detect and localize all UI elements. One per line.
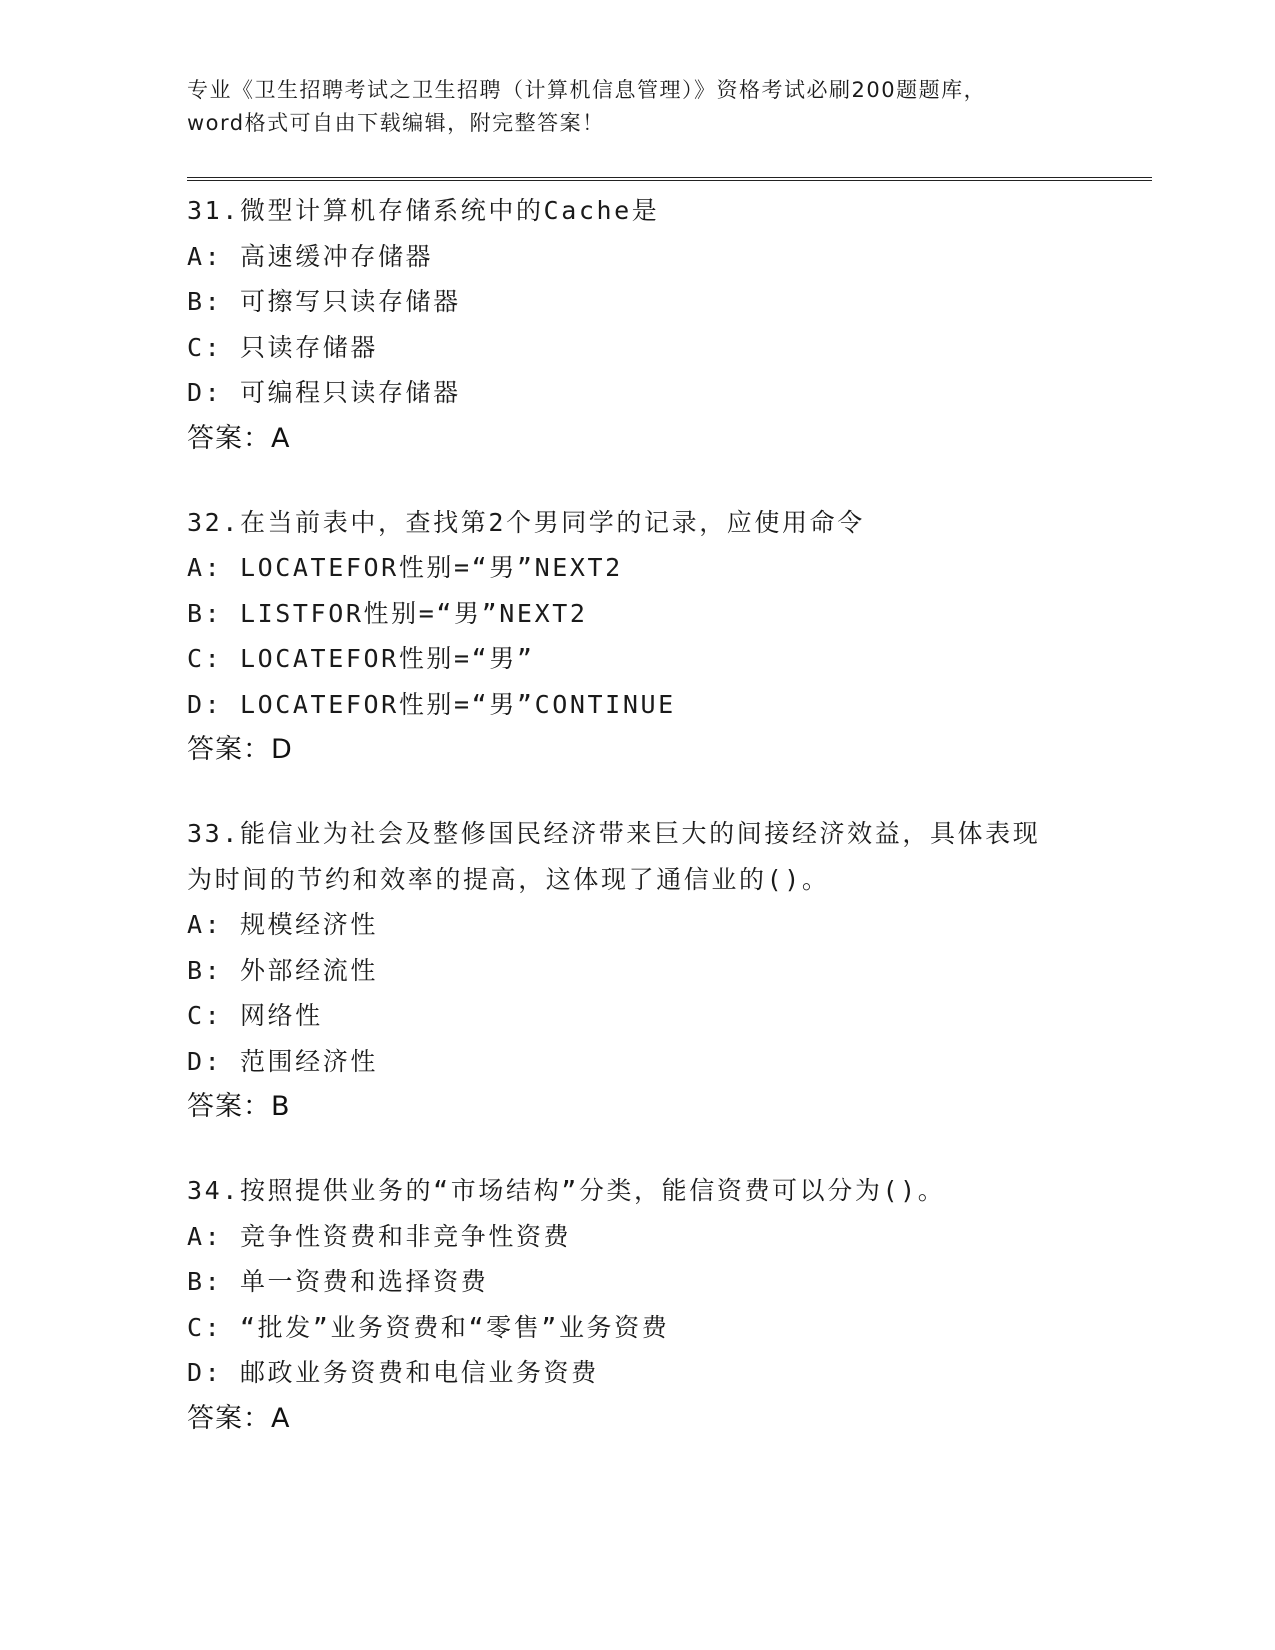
question-31 xyxy=(187,188,1087,462)
option-d: D: 邮政业务资费和电信业务资费 xyxy=(187,1358,599,1387)
option-b: B: 外部经流性 xyxy=(187,955,378,985)
answer: 答案：D xyxy=(187,734,293,765)
answer: 答案：A xyxy=(187,422,291,454)
question-stem: 34.按照提供业务的“市场结构”分类，能信资费可以分为()。 xyxy=(187,1176,946,1205)
option-b: B: LISTFOR性别=“男”NEXT2 xyxy=(187,598,588,628)
header-line-1: 专业《卫生招聘考试之卫生招聘（计算机信息管理）》资格考试必刷200题题库， xyxy=(187,78,987,102)
question-stem-line-2: 为时间的节约和效率的提高，这体现了通信业的()。 xyxy=(187,864,830,894)
question-33 xyxy=(187,811,1087,1130)
option-c: C: 只读存储器 xyxy=(187,332,378,362)
option-d: D: 范围经济性 xyxy=(187,1046,378,1076)
question-34 xyxy=(187,1168,1087,1442)
question-list xyxy=(187,188,1087,1480)
option-a: A: 竞争性资费和非竞争性资费 xyxy=(187,1221,572,1251)
option-b: B: 单一资费和选择资费 xyxy=(187,1267,489,1296)
option-d: D: LOCATEFOR性别=“男”CONTINUE xyxy=(187,689,676,719)
header-divider xyxy=(187,177,1152,181)
question-stem: 32.在当前表中，查找第2个男同学的记录，应使用命令 xyxy=(187,507,865,537)
option-a: A: 规模经济性 xyxy=(187,910,378,939)
answer: 答案：A xyxy=(187,1402,291,1434)
question-stem: 31.微型计算机存储系统中的Cache是 xyxy=(187,196,660,225)
header-line-2: word格式可自由下载编辑，附完整答案！ xyxy=(187,111,605,135)
answer: 答案：B xyxy=(187,1091,291,1122)
option-c: C: 网络性 xyxy=(187,1001,323,1030)
option-a: A: 高速缓冲存储器 xyxy=(187,241,434,271)
option-b: B: 可擦写只读存储器 xyxy=(187,287,461,316)
option-c: C: LOCATEFOR性别=“男” xyxy=(187,644,535,673)
option-a: A: LOCATEFOR性别=“男”NEXT2 xyxy=(187,553,623,582)
question-stem-line-1: 33.能信业为社会及整修国民经济带来巨大的间接经济效益，具体表现 xyxy=(187,819,1041,848)
option-d: D: 可编程只读存储器 xyxy=(187,378,461,407)
question-32 xyxy=(187,500,1087,774)
document-header xyxy=(187,74,1087,140)
option-c: C: “批发”业务资费和“零售”业务资费 xyxy=(187,1312,670,1342)
